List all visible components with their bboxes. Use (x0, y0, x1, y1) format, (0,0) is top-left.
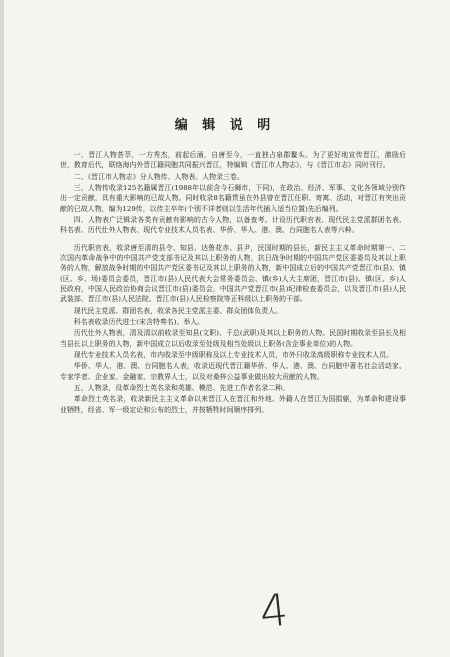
paragraph: 一、晋江人物荟萃，一方秀杰，前起后涌，自唐至今，一直独占泉郡鳌头。为了更好地宣传晋江，激励后世，教育后代，联络海内外晋江籍同胞共同振兴晋江，特编辑《晋江市人物志》，与《晋江市志》同时刊行。 (60, 151, 406, 170)
paragraph: 二、《晋江市人物志》分人物传、人物表、人物录三卷。 (73, 172, 244, 181)
page-title: 编 辑 说 明 (174, 118, 276, 133)
paragraph: 现代民主党派、群团名表，收录各民主党派主委、群众团体负责人。 (73, 306, 283, 315)
paragraph: 现代专业技术人员名表，市内收录至中级职称及以上专业技术人员，市外只收录高级职称专业技术人员。 (73, 351, 394, 359)
paragraph: 革命烈士英名录，收录新民主主义革命以来晋江人在晋江和外地、外籍人在晋江为国捐躯，为革命和建设事业牺牲，经省、军一级定论和公布的烈士，并按牺牲时间顺序排列。 (60, 395, 406, 414)
paragraph: 历代仕外人物表，清及清以前收录至知县(文职)、千总(武职)及其以上职务的人物。民国时期收录至县长及相当县长以上职务的人物，新中国成立以后收录至处级及相当处级以上职务(含企事业单位)的人物。 (60, 329, 406, 348)
paragraph: 华侨、华人、港、澳、台同胞名人表，收录近现代晋江籍华侨、华人、港、澳、台同胞中著名社会活动家、专家学者、企业家、金融家、宗教界人士，以及对桑梓公益事业做出较大贡献的人物。 (60, 362, 406, 381)
paragraph: 四、人物表广泛辑录各类有贡献有影响的古今人物，以备查考。计设历代职官表、现代民主党派群团名表、科名表、历代仕外人物表、现代专业技术人员名表、华侨、华人、港、澳、台同胞名人表等六种。 (60, 216, 406, 235)
paragraph: 科名表收录历代进士(宋含特奏名)、举人。 (73, 317, 205, 326)
paragraph: 三、人物传收录125名籍属晋江(1988年以前含今石狮市，下同)，在政治、经济、军事、文化各领域分别作出一定贡献，具有重大影响的已故人物。同时收录8名籍贯虽在外县曾在晋江任职、寄寓、活动，对晋江有突出贡献的已故人物，编为129传，以传主卒年(个别不详者则以生活年代插入适当位置)先后编列。 (60, 184, 406, 213)
paragraph: 五、人物录，设革命烈士英名录和英雄、模范、先进工作者名录二种。 (73, 384, 289, 393)
scan-edge (0, 0, 4, 657)
page-number: 4 (257, 584, 291, 639)
document-body (60, 150, 406, 416)
paragraph: 历代职官表，收录唐至清的县令、知县、达鲁花赤、县尹，民国时期的县长，新民主主义革命时期第一、二次国内革命战争中的中国共产党支部书记及其以上职务的人物，抗日战争时期的中国共产党区委委员及其以上职务的人物，解放战争时期的中国共产党区委书记及其以上职务的人物，新中国成立后的中国共产党晋江市(县)、镇(区、乡、场)委员会委员，晋江市(县)人民代表大会常务委员会、镇(乡)人大主席团，晋江市(县)、镇(区、乡)人民政府，中国人民政治协商会议晋江市(县)委员会，中国共产党晋江市(县)纪律检查委员会，以及晋江市(县)人民武装部、晋江市(县)人民法院、晋江市(县)人民检察院等正科级以上职务的干部。 (60, 243, 406, 304)
